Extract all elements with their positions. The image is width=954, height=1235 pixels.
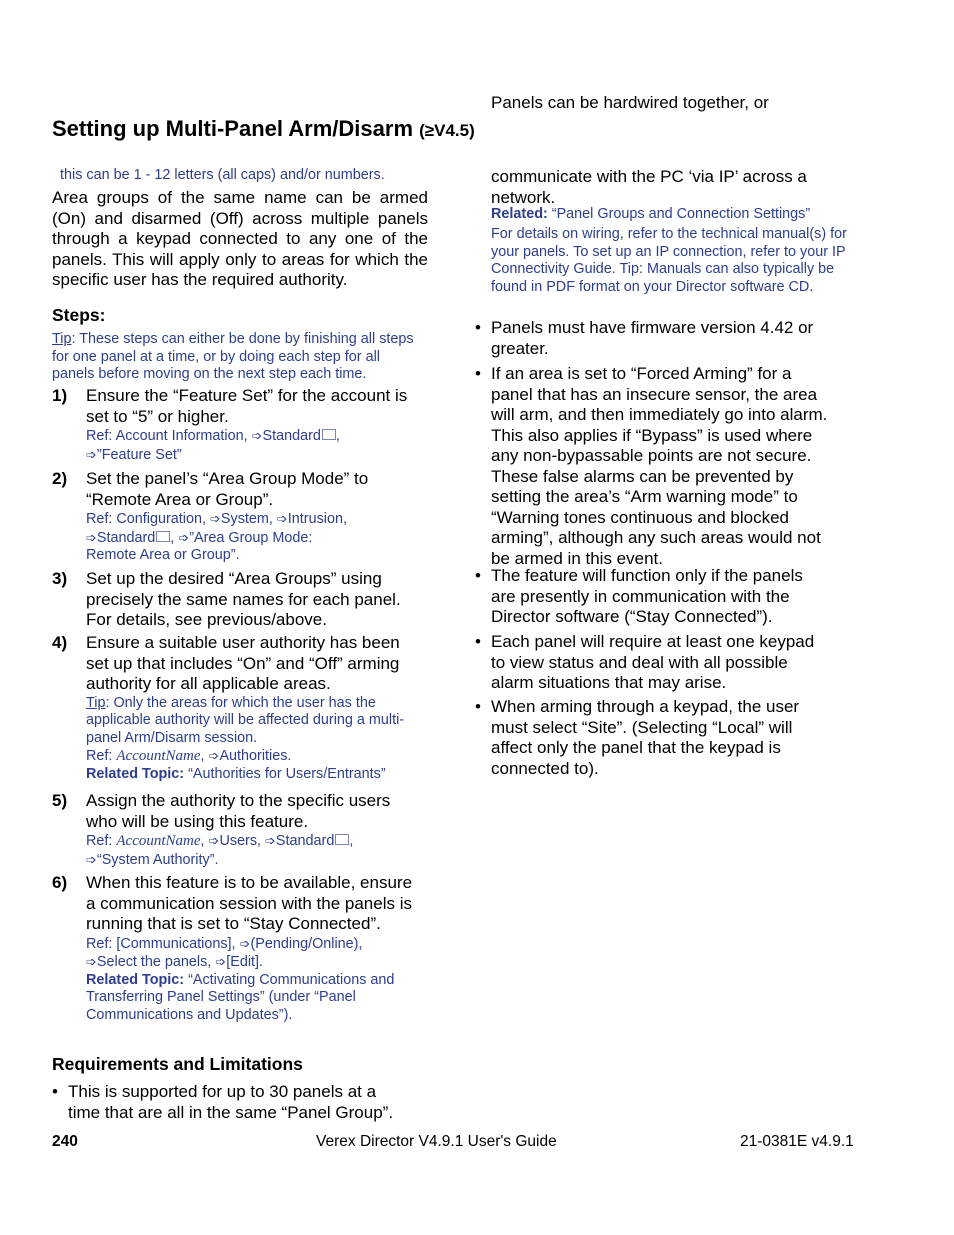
ref-text: “System Authority”. xyxy=(96,851,219,868)
step-4-tip xyxy=(86,695,431,748)
tip-text: : Only the areas for which the user has the applicable authority will be affected during a multi-panel Arm/Disarm session. xyxy=(86,694,405,746)
note-top: this can be 1 - 12 letters (all caps) and/or numbers. xyxy=(60,167,385,183)
step-3-number: 3) xyxy=(52,569,68,588)
bullet-icon: • xyxy=(475,318,481,337)
ref-text: Select the panels, xyxy=(96,954,216,970)
step-5 xyxy=(86,791,431,869)
step-4-related xyxy=(86,766,431,784)
arrow-icon: ➩ xyxy=(239,935,251,951)
tip-label: Tip xyxy=(52,331,72,347)
top-right-text: Panels can be hardwired together, or xyxy=(491,93,769,112)
ref-text: Ref: Configuration, xyxy=(86,511,210,527)
steps-heading: Steps: xyxy=(52,305,106,325)
ref-text: ”Area Group Mode: xyxy=(189,529,313,546)
page-number: 240 xyxy=(52,1133,78,1150)
arrow-icon: ➩ xyxy=(251,428,263,443)
related-text: “Panel Groups and Connection Settings” xyxy=(547,206,811,222)
right-details-note: For details on wiring, refer to the technical manual(s) for your panels. To set up an IP connection, refer to your IP Connectivity Guide. Tip: Manuals can also typically be found in PDF format on your Director software CD. xyxy=(491,226,847,295)
ref-italic: AccountName xyxy=(116,748,201,764)
ref-text: Remote Area or Group”. xyxy=(86,547,240,563)
ref-text: Standard xyxy=(275,833,335,849)
tip-label: Tip xyxy=(86,694,106,711)
step-4-ref xyxy=(86,747,431,766)
ref-italic: AccountName xyxy=(116,833,201,849)
limitation-item: Each panel will require at least one keypad to view status and deal with all possible alarm situations that may arise. xyxy=(491,632,815,692)
limitation-item: The feature will function only if the panels are presently in communication with the Director software (“Stay Connected”). xyxy=(491,566,803,626)
tip-text: : These steps can either be done by finishing all steps for one panel at a time, or by doing each step for all panels before moving on the next step each time. xyxy=(52,331,414,382)
ref-text: , xyxy=(349,833,354,849)
limitation-item: When arming through a keypad, the user must select “Site”. (Selecting “Local” will affect only the panel that the keypad is connected to). xyxy=(491,697,800,778)
step-2-text: Set the panel’s “Area Group Mode” to “Remote Area or Group”. xyxy=(86,469,369,509)
ref-text: Authorities. xyxy=(219,748,292,764)
related-label: Related: xyxy=(491,206,548,222)
step-2-ref xyxy=(86,510,431,565)
title-main: Setting up Multi-Panel Arm/Disarm xyxy=(52,116,414,141)
step-3 xyxy=(86,569,416,631)
ref-text: Standard xyxy=(262,428,321,444)
arrow-icon: ➩ xyxy=(86,446,97,462)
arrow-icon: ➩ xyxy=(265,833,276,848)
ref-text: Ref: [Communications], xyxy=(86,935,240,952)
arrow-icon: ➩ xyxy=(215,954,227,969)
requirements-heading: Requirements and Limitations xyxy=(52,1054,303,1074)
arrow-icon: ➩ xyxy=(208,833,220,848)
title-version: (≥V4.5) xyxy=(419,121,475,140)
arrow-icon: ➩ xyxy=(86,954,97,969)
step-1-number: 1) xyxy=(52,386,68,405)
steps-tip xyxy=(52,331,424,384)
arrow-icon: ➩ xyxy=(208,748,220,763)
step-6-number: 6) xyxy=(52,873,68,892)
step-1 xyxy=(86,386,431,464)
step-5-ref xyxy=(86,832,431,869)
arrow-icon: ➩ xyxy=(276,511,288,526)
folder-icon xyxy=(322,429,336,440)
footer-right: 21-0381E v4.9.1 xyxy=(740,1133,854,1150)
right-related xyxy=(491,206,851,224)
step-5-text: Assign the authority to the specific users who will be using this feature. xyxy=(86,791,391,831)
ref-text: Intrusion, xyxy=(287,511,347,527)
bullet-icon: • xyxy=(475,364,481,383)
folder-icon xyxy=(335,834,349,845)
step-5-number: 5) xyxy=(52,791,68,810)
arrow-icon: ➩ xyxy=(210,511,221,526)
page-title xyxy=(52,116,475,142)
step-4-text: Ensure a suitable user authority has been set up that includes “On” and “Off” arming authority for all applicable areas. xyxy=(86,633,400,693)
ref-text: Standard xyxy=(96,529,156,546)
ref-text: Ref: xyxy=(86,833,117,849)
arrow-icon: ➩ xyxy=(178,529,190,545)
ref-text: ”Feature Set” xyxy=(96,446,182,463)
ref-text: , xyxy=(200,833,209,849)
step-6 xyxy=(86,873,431,1024)
step-2 xyxy=(86,469,431,565)
related-label: Related Topic: xyxy=(86,765,185,782)
ref-text: Ref: xyxy=(86,748,117,764)
bullet-icon: • xyxy=(475,566,481,585)
requirement-item: This is supported for up to 30 panels at a time that are all in the same “Panel Group”. xyxy=(68,1082,394,1122)
limitation-item: If an area is set to “Forced Arming” for a panel that has an insecure sensor, the area will arm, and then immediately go into alarm. This also applies if “Bypass” is used where any non-bypassable points are not secure. These false alarms can be prevented by setting the area’s “Arm warning mode” to “Warning tones continuous and blocked arming”, although any such areas would not be armed in this event. xyxy=(491,364,828,568)
step-3-text: Set up the desired “Area Groups” using precisely the same names for each panel. For details, see previous/above. xyxy=(86,569,401,629)
step-6-ref xyxy=(86,935,431,972)
ref-text: System, xyxy=(220,511,277,527)
bullet-icon: • xyxy=(52,1082,58,1101)
step-1-ref xyxy=(86,427,431,464)
limitation-item: Panels must have firmware version 4.42 or greater. xyxy=(491,318,814,358)
arrow-icon: ➩ xyxy=(86,851,97,867)
bullet-icon: • xyxy=(475,697,481,716)
ref-text: , xyxy=(170,529,179,546)
ref-text: , xyxy=(335,428,340,444)
arrow-icon: ➩ xyxy=(86,529,97,545)
step-6-text: When this feature is to be available, ensure a communication session with the panels is running that is set to “Stay Connected”. xyxy=(86,873,413,933)
intro-paragraph: Area groups of the same name can be armed (On) and disarmed (Off) across multiple panels through a keypad connected to any one of the panels. This will apply only to areas for which the specific user has the required authority. xyxy=(52,188,428,289)
ref-text: (Pending/Online), xyxy=(250,935,363,952)
step-4-number: 4) xyxy=(52,633,68,652)
related-text: “Activating Communications and Transferring Panel Settings” (under “Panel Communications and Updates”). xyxy=(86,971,395,1023)
related-text: “Authorities for Users/Entrants” xyxy=(184,765,386,782)
step-6-related xyxy=(86,972,426,1025)
bullet-icon: • xyxy=(475,632,481,651)
right-cont-text: communicate with the PC ‘via IP’ across a network. xyxy=(491,167,807,207)
related-label: Related Topic: xyxy=(86,971,185,988)
ref-text: [Edit]. xyxy=(226,954,264,970)
ref-text: Users, xyxy=(219,833,266,849)
ref-text: Ref: Account Information, xyxy=(86,428,252,444)
ref-text: , xyxy=(200,748,209,764)
step-2-number: 2) xyxy=(52,469,68,488)
folder-icon xyxy=(156,531,170,542)
step-4 xyxy=(86,633,431,783)
footer-center: Verex Director V4.9.1 User's Guide xyxy=(316,1133,557,1150)
step-1-text: Ensure the “Feature Set” for the account is set to “5” or higher. xyxy=(86,386,408,426)
